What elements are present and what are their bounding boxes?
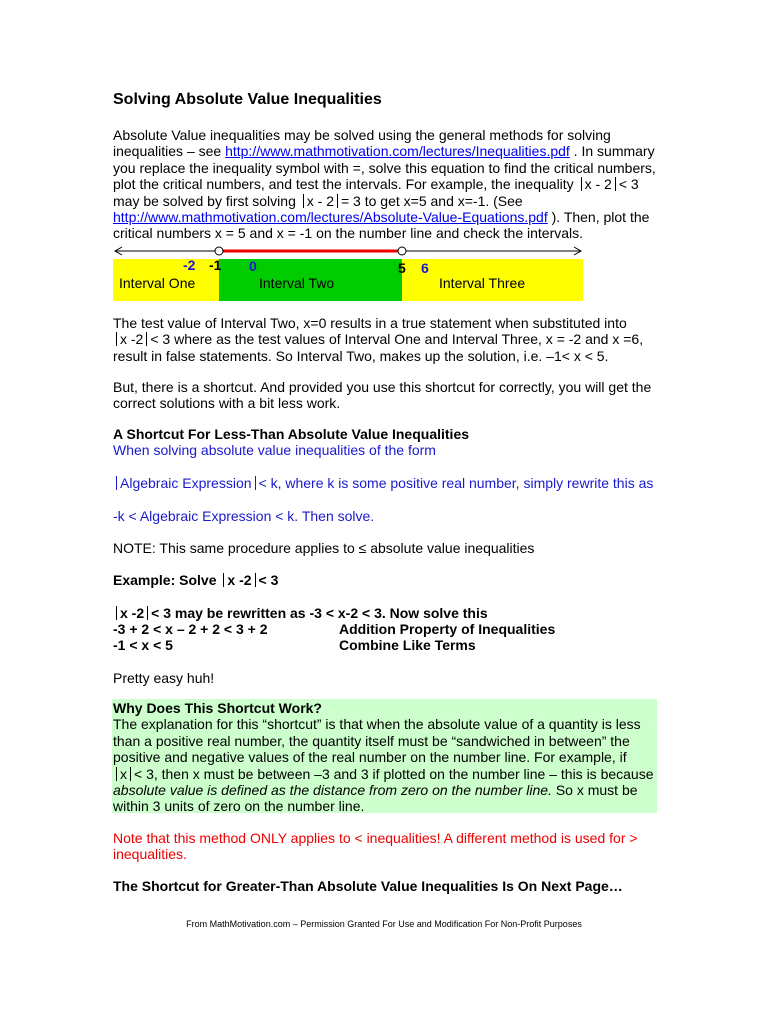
abs-bar [147, 606, 148, 620]
abs-bar [255, 573, 256, 587]
intro-line-7: critical numbers x = 5 and x = -1 on the number line and check the intervals. [113, 225, 584, 242]
abs-bar [130, 767, 131, 781]
intro-paragraph [113, 127, 656, 242]
intro-line-1: Absolute Value inequalities may be solved using the general methods for solving [113, 127, 611, 143]
example-row-3-left: -1 < x < 5 [113, 637, 173, 653]
note-leq: NOTE: This same procedure applies to ≤ absolute value inequalities [113, 540, 535, 556]
intro-line-3: you replace the inequality symbol with =, solve this equation to find the critical numbers, [113, 159, 656, 176]
less-than-line-1: When solving absolute value inequalities of the form [113, 442, 436, 458]
why-paragraph: Why Does This Shortcut Work? The explanation for this “shortcut” is that when the absolute value of a quantity is less than a positive real number, the quantity itself must be “sandwiched in between” the positive and negative values of the real number on the number line. For example, if x < 3, then x must be between –3 and 3 if plotted on the number line – this is because absolute value is defined as the distance from zero on the number line. So x must be within 3 units of zero on the number line. [113, 700, 654, 815]
why-heading: Why Does This Shortcut Work? [113, 700, 322, 716]
tick-label-minus-one: -1 [209, 257, 222, 273]
abs-bar [303, 194, 304, 208]
intro-line-6: http://www.mathmotivation.com/lectures/Absolute-Value-Equations.pdf ). Then, plot the [113, 209, 650, 226]
tick-label-zero: 0 [249, 258, 257, 274]
abs-bar [223, 573, 224, 587]
next-page-heading: The Shortcut for Greater-Than Absolute Value Inequalities Is On Next Page… [113, 878, 623, 894]
tick-label-five: 5 [398, 260, 406, 276]
abs-bar [116, 767, 117, 781]
less-than-line-2: Algebraic Expression < k, where k is some positive real number, simply rewrite this as [113, 475, 653, 491]
intro-line-4: plot the critical numbers, and test the intervals. For example, the inequality x - 2 < 3 [113, 176, 639, 193]
test-line-3: result in false statements. So Interval Two, makes up the solution, i.e. –1< x < 5. [113, 347, 609, 364]
red-note: Note that this method ONLY applies to < inequalities! A different method is used for > inequalities. [113, 830, 638, 863]
abs-bar [615, 177, 616, 191]
abs-bar [337, 194, 338, 208]
shortcut-paragraph: But, there is a shortcut. And provided you use this shortcut for correctly, you will get the correct solutions with a bit less work. [113, 379, 652, 412]
abs-bar [116, 332, 117, 346]
intro-line-5: may be solved by first solving x - 2 = 3 to get x=5 and x=-1. (See [113, 192, 523, 209]
inequalities-link[interactable]: http://www.mathmotivation.com/lectures/Inequalities.pdf [225, 143, 570, 160]
tick-label-six: 6 [421, 260, 429, 276]
tick-label-minus-two: -2 [183, 257, 196, 273]
example-row-2-left: -3 + 2 < x – 2 + 2 < 3 + 2 [113, 621, 268, 637]
example-row-3-right: Combine Like Terms [339, 637, 476, 653]
open-circle-minus-one [215, 247, 223, 255]
abs-bar [255, 476, 256, 490]
footer-text: From MathMotivation.com – Permission Granted For Use and Modification For Non-Profit Purposes [186, 919, 582, 929]
number-line-figure [113, 243, 583, 301]
test-line-1: The test value of Interval Two, x=0 results in a true statement when substituted into [113, 315, 627, 331]
interval-one-label: Interval One [119, 275, 196, 291]
example-row-2-right: Addition Property of Inequalities [339, 621, 556, 637]
test-line-2: x -2 < 3 where as the test values of Interval One and Interval Three, x = -2 and x =6, [113, 331, 643, 347]
open-circle-five [398, 247, 406, 255]
example-heading: Example: Solve x -2 < 3 [113, 572, 279, 588]
intro-line-2: inequalities – see http://www.mathmotivation.com/lectures/Inequalities.pdf . In summary [113, 143, 655, 160]
test-paragraph [113, 315, 643, 364]
absolute-value-equations-link[interactable]: http://www.mathmotivation.com/lectures/Absolute-Value-Equations.pdf [113, 209, 548, 226]
abs-bar [146, 332, 147, 346]
abs-bar [116, 606, 117, 620]
less-than-line-3: -k < Algebraic Expression < k. Then solve. [113, 508, 375, 524]
abs-bar [116, 476, 117, 490]
interval-two-label: Interval Two [259, 275, 335, 291]
page-title: Solving Absolute Value Inequalities [113, 91, 382, 108]
less-than-heading: A Shortcut For Less-Than Absolute Value Inequalities [113, 426, 470, 442]
interval-three-label: Interval Three [439, 275, 526, 291]
example-row-1: x -2 < 3 may be rewritten as -3 < x-2 < 3. Now solve this [113, 605, 488, 621]
abs-bar [581, 177, 582, 191]
pretty-easy-text: Pretty easy huh! [113, 670, 215, 686]
